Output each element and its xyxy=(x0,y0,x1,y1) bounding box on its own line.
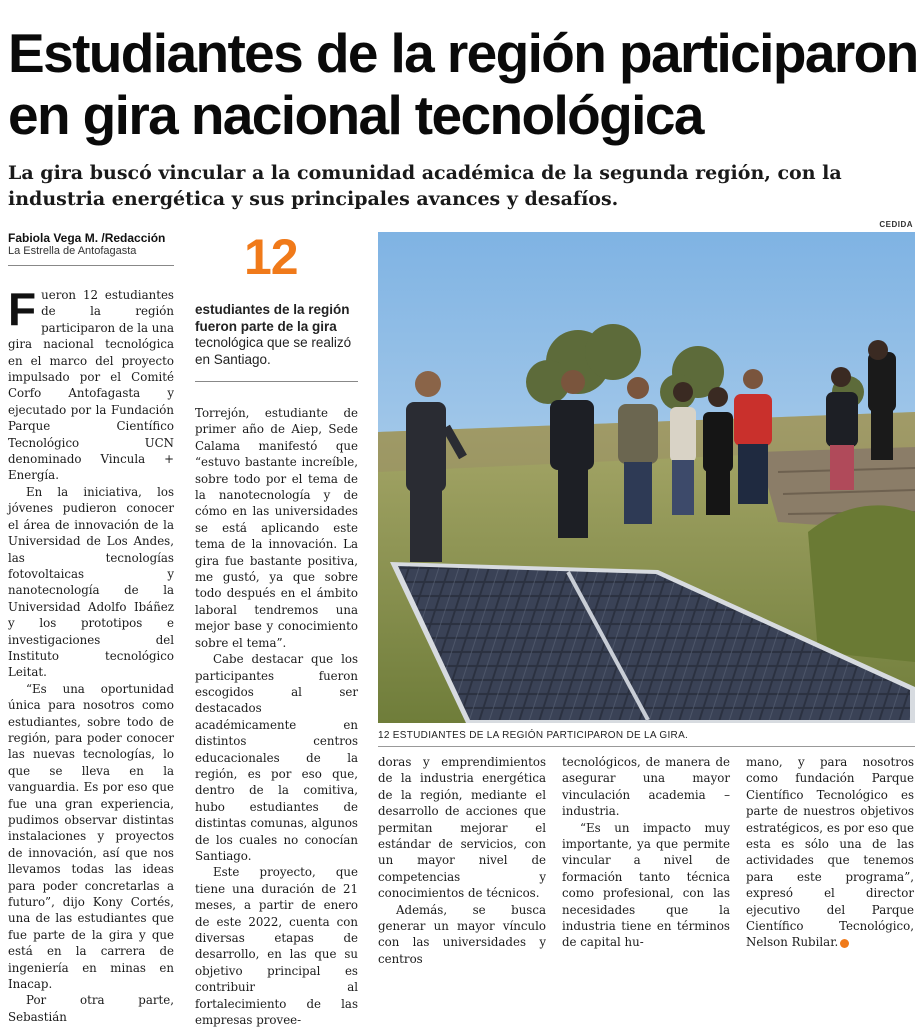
paragraph: Este proyecto, que tiene una duración de 21 meses, a partir de enero de este 2022, cuenta con diversas etapas de desarrollo, en las que su objetivo principal es contribuir al fortalecimiento de las empresas provee- xyxy=(195,865,358,1028)
highlight-text-bold: estudiantes de la región fueron parte de la gira xyxy=(195,302,350,334)
highlight-number: 12 xyxy=(244,229,298,285)
end-mark-icon xyxy=(840,939,849,948)
highlight-text-rest: tecnológica que se realizó en Santiago. xyxy=(195,335,352,367)
article-column-1 xyxy=(8,283,174,1025)
article-column-2 xyxy=(195,405,358,1028)
paragraph: Torrejón, estudiante de primer año de Aiep, Sede Calama manifestó que “estuvo bastante increíble, sobre todo por el tema de la nanotecnología y de cómo en las universidades se está aplicando este tema de la innovación. La gira fue bastante positiva, me gustó, ya que sobre todo después en el ámbito laboral tendremos una mejor base y conocimiento sobre el tema”. xyxy=(195,406,358,650)
paragraph: En la iniciativa, los jóvenes pudieron conocer el área de innovación de la Universidad de Los Andes, las tecnologías fotovoltaicas y nanotecnología de la Universidad Adolfo Ibáñez y los prototipos e investigaciones del Instituto tecnológico Leitat. xyxy=(8,484,174,680)
headline: Estudiantes de la región participaron en gira nacional tecnológica xyxy=(8,22,918,146)
paragraph: “Es una oportunidad única para nosotros como estudiantes, sobre todo de región, para poder conocer las nuevas tecnologías, lo que se lleva en la vanguardia. Es por eso que fue una gran experiencia, pudimos observar distintas instalaciones y proyectos de innovación, así que nos llevamos todas las ideas para poder concretarlas a futuro”, dijo Kony Cortés, una de las estudiantes que fue parte de la gira y que está en la carrera de ingeniería en minas en Inacap. xyxy=(8,681,174,992)
paragraph xyxy=(746,754,914,951)
photo-credit: CEDIDA xyxy=(879,220,913,229)
news-photo xyxy=(378,232,915,723)
caption-divider xyxy=(378,746,915,747)
byline-author: Fabiola Vega M. /Redacción xyxy=(8,231,166,245)
paragraph: Cabe destacar que los participantes fueron escogidos al ser destacados académicamente en distintos centros educacionales de la región, es por eso que, dentro de la comitiva, hubo estudiantes de distintas comunas, algunos de los cuales no conocían Santiago. xyxy=(195,652,358,863)
drop-cap: F xyxy=(8,283,37,335)
paragraph: doras y emprendimientos de la industria energética de la región, mediante el desarrollo de acciones que permitan mejorar el estándar de servicios, con un mayor nivel de competencias y conocimientos de técnicos. xyxy=(378,755,546,901)
paragraph: tecnológicos, de manera de asegurar una mayor vinculación academia – industria. xyxy=(562,755,730,819)
paragraph-text: mano, y para nosotros como fundación Parque Científico Tecnológico es parte de nuestros objetivos estratégicos, es por eso que esta es sólo una de las actividades que tenemos para este programa”, expresó el director ejecutivo del Parque Científico Tecnológico, Nelson Rubilar. xyxy=(746,755,914,950)
paragraph-text: ueron 12 estudiantes de la región participaron de la una gira nacional tecnológica en el marco del proyecto impulsado por el Comité Corfo Antofagasta y ejecutado por la Fundación Parque Científico Tecnológico UCN denominado Vincula + Energía. xyxy=(8,288,174,483)
article-column-5 xyxy=(746,754,914,951)
article-column-4 xyxy=(562,754,730,951)
paragraph: “Es un impacto muy importante, ya que permite vincular a nivel de formación tanto técnica como profesional, con las necesidades que la industria tiene en términos de capital hu- xyxy=(562,820,730,950)
highlight-text xyxy=(195,302,361,368)
byline-outlet: La Estrella de Antofagasta xyxy=(8,245,137,257)
paragraph: Por otra parte, Sebastián xyxy=(8,993,174,1024)
highlight-divider xyxy=(195,381,358,382)
byline-divider xyxy=(8,265,174,266)
article-column-3 xyxy=(378,754,546,967)
subheadline: La gira buscó vincular a la comunidad académica de la segunda región, con la industria energética y sus principales avances y desafíos. xyxy=(8,162,842,210)
paragraph: Además, se busca generar un mayor vínculo con las universidades y centros xyxy=(378,902,546,966)
photo-caption: 12 ESTUDIANTES DE LA REGIÓN PARTICIPARON DE LA GIRA. xyxy=(378,730,689,741)
paragraph xyxy=(8,283,174,484)
